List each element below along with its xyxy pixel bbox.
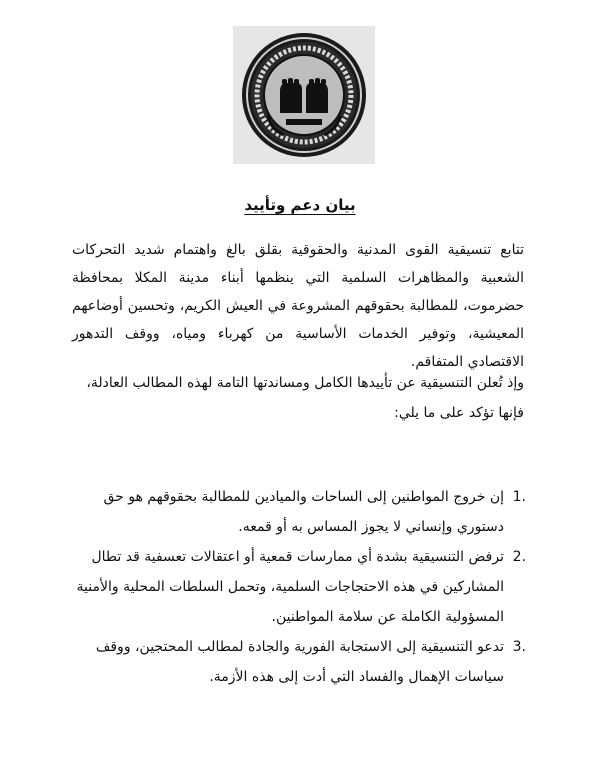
demands-list <box>70 482 526 692</box>
list-number: 2. <box>512 549 526 565</box>
page-title: بيان دعم وتأييد <box>244 196 356 214</box>
intro-paragraph: تتابع تنسيقية القوى المدنية والحقوقية بقلق بالغ واهتمام شديد التحركات الشعبية والمظاهرات السلمية التي ينظمها أبناء مدينة المكلا بمحافظة حضرموت، للمطالبة بحقوقهم المشروعة في العيش الكريم، وتحسين أوضاعهم المعيشية، وتوفير الخدمات الأساسية من كهرباء ومياه، ووقف التدهور الاقتصادي المتفاقم. <box>72 242 524 370</box>
list-number: 3. <box>512 639 526 655</box>
list-text: تدعو التنسيقية إلى الاستجابة الفورية والجادة لمطالب المحتجين، ووقف سياسات الإهمال والفساد التي أدت إلى هذه الأزمة. <box>95 639 504 685</box>
list-number: 1. <box>512 489 526 505</box>
logo <box>233 26 375 164</box>
list-item <box>70 632 526 692</box>
list-text: إن خروج المواطنين إلى الساحات والميادين للمطالبة بحقوقهم هو حق دستوري وإنساني لا يجوز المساس به أو قمعه. <box>103 489 504 535</box>
declaration-paragraph: وإذ تُعلن التنسيقية عن تأييدها الكامل ومساندتها التامة لهذه المطالب العادلة، فإنها تؤكد على ما يلي: <box>86 375 524 421</box>
list-item <box>70 542 526 632</box>
organization-seal-icon <box>240 31 368 159</box>
list-item <box>70 482 526 542</box>
list-text: ترفض التنسيقية بشدة أي ممارسات قمعية أو اعتقالات تعسفية قد تطال المشاركين في هذه الاحتجاجات السلمية، وتحمل السلطات المحلية والأمنية المسؤولية الكاملة عن سلامة المواطنين. <box>76 549 504 625</box>
